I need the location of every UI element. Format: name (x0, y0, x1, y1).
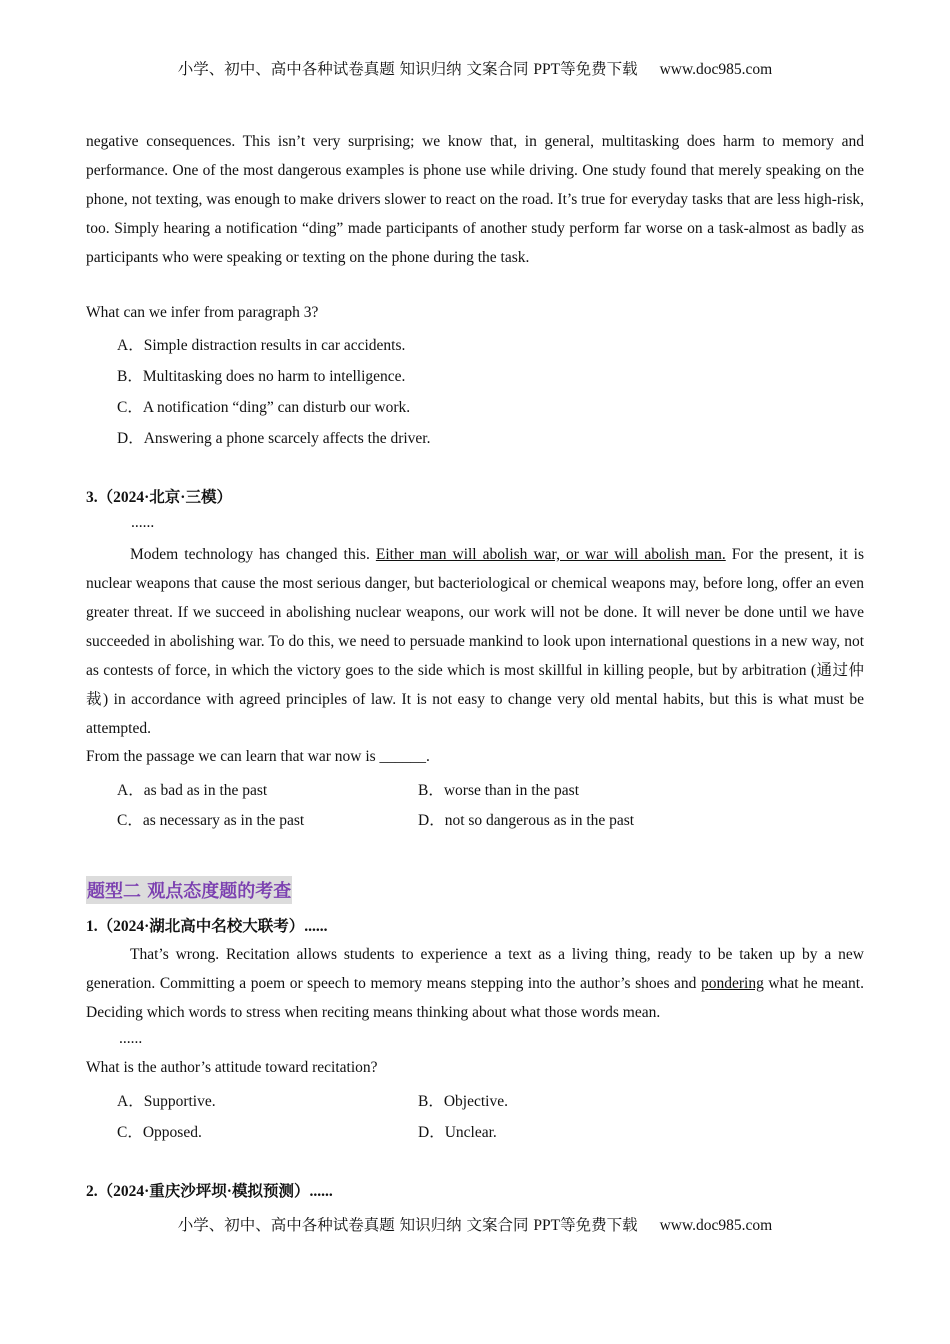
page-footer (0, 1213, 950, 1235)
underlined-word: pondering (700, 975, 764, 992)
question-text: What is the author’s attitude toward recitation? (86, 1059, 378, 1076)
passage-text: Modem technology has changed this. (130, 546, 376, 563)
option-b: B．Objective. (418, 1093, 508, 1110)
option-d: D．Unclear. (418, 1124, 497, 1141)
option-c: C．A notification “ding” can disturb our work. (117, 399, 411, 416)
passage-text: That’s wrong. Recitation allows students to experience a text as a living thing, ready to be taken up by a new generation. Committing a poem or speech to memory means stepping into the author’s shoes and (86, 946, 864, 992)
option-c: C．as necessary as in the past (117, 812, 305, 829)
option-b: B．worse than in the past (418, 782, 580, 799)
footer-text: 小学、初中、高中各种试卷真题 知识归纳 文案合同 PPT等免费下载 (177, 1217, 638, 1234)
question-text: From the passage we can learn that war now is ______. (86, 748, 430, 765)
question-title: 3.（2024·北京·三模） (86, 489, 232, 506)
passage-text: what he meant. Deciding which words to stress when reciting means thinking about what those words mean. (86, 975, 864, 1021)
question-title (86, 914, 328, 936)
header-url[interactable]: www.doc985.com (659, 61, 773, 78)
option-d: D．not so dangerous as in the past (418, 812, 635, 829)
question-text: What can we infer from paragraph 3? (86, 304, 319, 321)
option-a: A．Simple distraction results in car accidents. (117, 337, 406, 354)
header-text: 小学、初中、高中各种试卷真题 知识归纳 文案合同 PPT等免费下载 (177, 61, 638, 78)
title-ellipsis: ...... (309, 1183, 333, 1200)
option-a: A．as bad as in the past (117, 782, 268, 799)
question-title-text: 2.（2024·重庆沙坪坝·模拟预测） (86, 1183, 310, 1200)
section-heading: 题型二 观点态度题的考查 (86, 876, 292, 904)
passage-text: For the present, it is nuclear weapons that cause the most serious danger, but bacteriological or chemical weapons may, before long, offer an even greater threat. If we succeed in abolishing nuclear weapons, our work will not be done. It will never be done until we have succeeded in abolishing war. To do this, we need to persuade mankind to look upon international questions in a new way, not as contests of force, in which the victory goes to the side which is most skillful in killing people, but by arbitration (通过仲裁) in accordance with agreed principles of law. It is not easy to change very old mental habits, but this is what must be attempted. (86, 546, 864, 737)
underlined-sentence: Either man will abolish war, or war will abolish man. (375, 546, 726, 563)
title-ellipsis: ...... (304, 918, 328, 935)
question-title (86, 1179, 333, 1201)
passage-paragraph: negative consequences. This isn’t very surprising; we know that, in general, multitasking does harm to memory and performance. One of the most dangerous examples is phone use while driving. One study found that merely speaking on the phone, not texting, was enough to make drivers slower to react on the road. It’s true for everyday tasks that are less high-risk, too. Simply hearing a notification “ding” made participants of another study perform far worse on a task-almost as badly as participants who were speaking or texting on the phone during the task. (86, 133, 864, 266)
option-a: A．Supportive. (117, 1093, 216, 1110)
passage-paragraph (86, 540, 864, 743)
option-d: D．Answering a phone scarcely affects the driver. (117, 430, 431, 447)
option-b: B．Multitasking does no harm to intelligence. (117, 368, 406, 385)
ellipsis: ...... (131, 514, 155, 531)
question-title-text: 1.（2024·湖北高中名校大联考） (86, 918, 305, 935)
option-c: C．Opposed. (117, 1124, 202, 1141)
footer-url[interactable]: www.doc985.com (659, 1217, 773, 1234)
passage-paragraph (86, 940, 864, 1027)
ellipsis: ...... (119, 1030, 143, 1047)
page-header (0, 57, 950, 79)
